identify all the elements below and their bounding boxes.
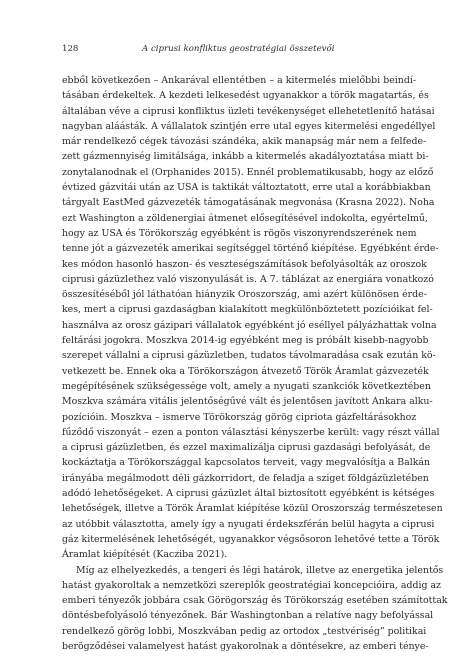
paragraph-container: [62, 73, 448, 654]
text-line: kes módon hasonló haszon- és veszteségszámítások befolyásolták az oroszok: [62, 258, 427, 270]
text-line: fűződő viszonyát – ezen a ponton választási kényszerbe került: vagy részt vállal: [62, 426, 440, 438]
text-line: irányába megálmodott déli gázkorridort, de feladja a sziget földgázüzletében: [62, 472, 429, 484]
body-text: [62, 73, 448, 654]
text-line: gáz kitermelésének lehetőségét, ugyanakkor végsősoron lehetővé tette a Török: [62, 533, 440, 545]
text-line: Áramlat kiépítését (Kacziba 2021).: [62, 549, 228, 561]
text-line: ciprusi gázüzlethez való viszonyulását is. A 7. táblázat az energiára vonatkozó: [62, 273, 434, 285]
text-line: ebből következően – Ankarával ellentétben – a kitermelés mielőbbi beindí-: [62, 75, 416, 86]
text-line: használva az orosz gázipari vállalatok egyébként jó eséllyel pályázhattak volna: [62, 319, 437, 331]
text-line: Míg az elhelyezkedés, a tengeri és légi határok, illetve az energetika jelentős: [76, 564, 444, 576]
text-line: döntésbefolyásoló tényezőnek. Bár Washingtonban a relatíve nagy befolyással: [62, 610, 434, 622]
text-line: hatást gyakoroltak a nemzetközi szereplők geostratégiai koncepcióira, addig az: [62, 579, 441, 591]
paragraph: [62, 563, 448, 655]
text-line: ezt Washington a zöldenergiai átmenet elősegítésével indokolta, egyértelmű,: [62, 212, 428, 224]
text-line: kockáztatja a Törökországgal kapcsolatos terveit, vagy megvalósítja a Balkán: [62, 457, 431, 469]
text-line: már rendelkező cégek távozási szándéka, akik manapság már nem a felfede-: [62, 136, 427, 148]
text-line: összesítéséből jól láthatóan hiányzik Oroszország, ami azért különösen érde-: [62, 289, 427, 301]
text-line: a ciprusi gázüzletben, és ezzel maximalizálja ciprusi gazdasági befolyását, de: [62, 442, 431, 454]
text-line: tárgyalt EastMed gázvezeték támogatásának megvonása (Krasna 2022). Noha: [62, 197, 435, 209]
running-title: A ciprusi konfliktus geostratégiai összetevői: [142, 44, 335, 54]
page-number: 128: [62, 44, 79, 54]
text-line: zett gázmennyiség limitálsága, inkább a kitermelés akadályoztatása miatt bi-: [62, 151, 429, 163]
running-header: [62, 44, 414, 58]
text-line: Moszkva számára vitális jelentőségűvé vált és jelentősen javított Ankara alku-: [62, 396, 433, 408]
text-line: lehetőségek, illetve a Török Áramlat kiépítése közül Oroszország természetesen: [62, 503, 443, 515]
text-line: zonytalanodnak el (Orphanides 2015). Ennél problematikusabb, hogy az előző: [62, 166, 434, 178]
text-line: pozícióin. Moszkva – ismerve Törökország görög cipriota gázfeltárásokhoz: [62, 411, 417, 423]
text-line: adódó lehetőségeket. A ciprusi gázüzlet által biztosított egyébként is kétséges: [62, 488, 435, 500]
text-line: kes, mert a ciprusi gazdaságban kialakított megkülönböztetett pozícióikat fel-: [62, 304, 433, 316]
text-line: nagyban aláásták. A vállalatok szintjén erre utal egyes kitermelési engedéllyel: [62, 120, 436, 132]
text-line: általában véve a ciprusi konfliktus üzleti tevékenységet ellehetetlenítő hatásai: [62, 105, 435, 117]
text-line: szerepet vállalni a ciprusi gázüzletben, tudatos távolmaradása csak ezután kö-: [62, 350, 436, 362]
text-line: évtized gázvitái után az USA is taktikát változtatott, erre utal a korábbiakban: [62, 182, 431, 194]
text-line: rendelkező görög lobbi, Moszkvában pedig az ortodox „testvériség” politikai: [62, 625, 427, 637]
text-line: berögződései valamelyest hatást gyakorolnak a döntésekre, az emberi ténye-: [62, 640, 429, 652]
text-line: az utóbbit választotta, amely így a nyugati érdekszférán belül hagyta a ciprusi: [62, 518, 435, 530]
text-line: megépítésének szükségessége volt, amely a nyugati szankciók következtében: [62, 380, 431, 392]
paragraph: [62, 73, 443, 563]
text-line: feltárási jogokra. Moszkva 2014-ig egyébként meg is próbált kisebb-nagyobb: [62, 335, 429, 347]
text-line: tásában érdekeltek. A kezdeti lelkesedést ugyanakkor a török magatartás, és: [62, 90, 429, 102]
text-line: tenne jót a gázvezeték amerikai segítséggel történő kiépítése. Egyébként érde-: [62, 243, 439, 255]
text-line: vetkezett be. Ennek oka a Törökországon átvezető Török Áramlat gázvezeték: [62, 365, 429, 377]
text-line: emberi tényezők jobbára csak Görögország és Törökország esetében számítottak: [62, 595, 448, 607]
text-line: hogy az USA és Törökország egyébként is rögös viszonyrendszerének nem: [62, 227, 417, 239]
